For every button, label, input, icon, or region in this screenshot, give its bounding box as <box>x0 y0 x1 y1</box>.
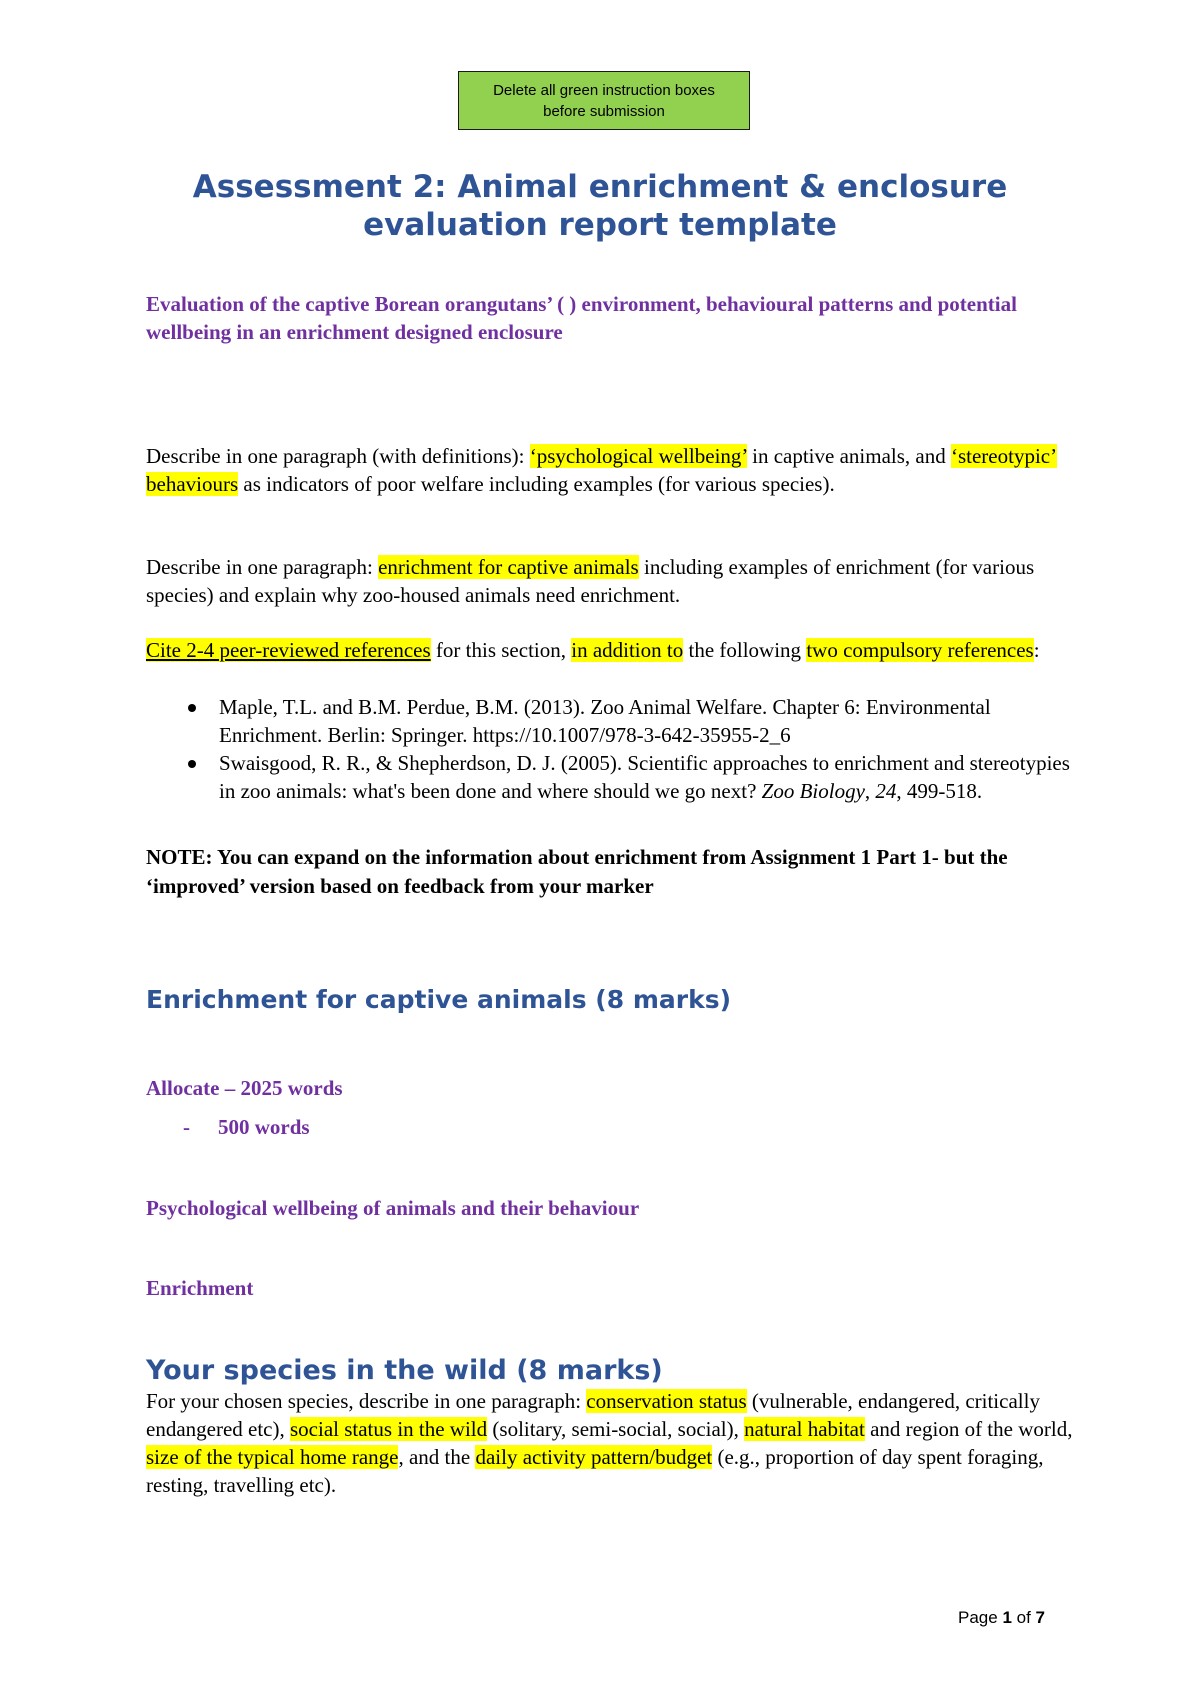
section-heading-wild: Your species in the wild (8 marks) <box>146 1355 663 1386</box>
bullet-icon <box>188 704 196 712</box>
highlight-home-range: size of the typical home range <box>146 1445 399 1469</box>
highlight-two-compulsory: two compulsory references <box>806 638 1034 662</box>
subheading-psych-wellbeing: Psychological wellbeing of animals and their behaviour <box>146 1196 640 1220</box>
page-label: Page <box>958 1608 1003 1627</box>
title-line-1: Assessment 2: Animal enrichment & enclosure <box>192 169 1008 205</box>
paragraph-wellbeing <box>146 442 1076 498</box>
reference-item <box>146 693 1076 749</box>
species-text-2: (vulnerable, endangered, critically endangered etc), <box>146 1389 1040 1441</box>
page-total: 7 <box>1035 1608 1045 1627</box>
bullet-icon <box>188 760 196 768</box>
para3-text-2: the following <box>683 638 807 662</box>
species-text-1: For your chosen species, describe in one paragraph: <box>146 1389 587 1413</box>
species-text-6: (e.g., proportion of day spent foraging, resting, travelling etc). <box>146 1445 1044 1497</box>
instruction-line-2: before submission <box>543 103 665 120</box>
reference-pages: , 499-518. <box>896 779 983 803</box>
report-subtitle: Evaluation of the captive Borean orangutans’ ( ) environment, behavioural patterns and potential wellbeing in an enrichment designed enclosure <box>146 292 1017 344</box>
reference-text: Swaisgood, R. R., & Shepherdson, D. J. (2005). Scientific approaches to enrichment and stereotypies in zoo animals: what's been done and where should we go next? <box>219 751 1070 803</box>
document-title <box>130 168 1070 244</box>
words-label: 500 words <box>218 1115 310 1139</box>
instruction-box <box>458 71 750 130</box>
section-heading-enrichment: Enrichment for captive animals (8 marks) <box>146 985 732 1014</box>
para1-text-3: as indicators of poor welfare including examples (for various species). <box>238 472 835 496</box>
highlight-conservation: conservation status <box>586 1389 747 1413</box>
species-text-5: , and the <box>398 1445 476 1469</box>
highlight-cite-refs: Cite 2-4 peer-reviewed references <box>146 638 431 662</box>
list-dash: - <box>183 1115 190 1139</box>
reference-text: Maple, T.L. and B.M. Perdue, B.M. (2013). Zoo Animal Welfare. Chapter 6: Environmental Enrichment. Berlin: Springer. https://10.1007/978-3-642-35955-2_6 <box>219 695 991 747</box>
species-text-3: (solitary, semi-social, social), <box>487 1417 745 1441</box>
reference-list <box>146 693 1076 805</box>
paragraph-cite <box>146 636 1076 664</box>
para2-text-2: including examples of enrichment (for various species) and explain why zoo-housed animals need enrichment. <box>146 555 1035 607</box>
highlight-enrichment: enrichment for captive animals <box>378 555 639 579</box>
reference-separator: , <box>864 779 876 803</box>
paragraph-species <box>146 1387 1076 1499</box>
highlight-psych-wellbeing: ‘psychological wellbeing’ <box>529 444 747 468</box>
page-number <box>958 1608 1045 1628</box>
reference-item <box>146 749 1076 805</box>
page-current: 1 <box>1002 1608 1012 1627</box>
para3-text-1: for this section, <box>430 638 572 662</box>
para1-text-2: in captive animals, and <box>746 444 951 468</box>
instruction-line-1: Delete all green instruction boxes <box>493 82 715 99</box>
highlight-in-addition: in addition to <box>571 638 684 662</box>
para1-text-1: Describe in one paragraph (with definitions): <box>146 444 530 468</box>
para3-text-3: : <box>1033 638 1040 662</box>
highlight-stereotypic: ‘stereotypic’ behaviours <box>146 444 1058 496</box>
reference-volume: 24 <box>875 779 897 803</box>
para2-text-1: Describe in one paragraph: <box>146 555 379 579</box>
of-label: of <box>1011 1608 1036 1627</box>
allocate-label: Allocate – 2025 words <box>146 1076 343 1100</box>
highlight-habitat: natural habitat <box>744 1417 865 1441</box>
title-line-2: evaluation report template <box>363 207 837 243</box>
reference-journal: Zoo Biology <box>761 779 865 803</box>
species-text-4: and region of the world, <box>864 1417 1073 1441</box>
paragraph-enrichment <box>146 553 1076 609</box>
highlight-activity: daily activity pattern/budget <box>475 1445 713 1469</box>
note-text: NOTE: You can expand on the information about enrichment from Assignment 1 Part 1- but the ‘improved’ version based on feedback from your marker <box>146 845 1008 898</box>
highlight-social-status: social status in the wild <box>290 1417 488 1441</box>
subheading-enrichment: Enrichment <box>146 1276 254 1300</box>
